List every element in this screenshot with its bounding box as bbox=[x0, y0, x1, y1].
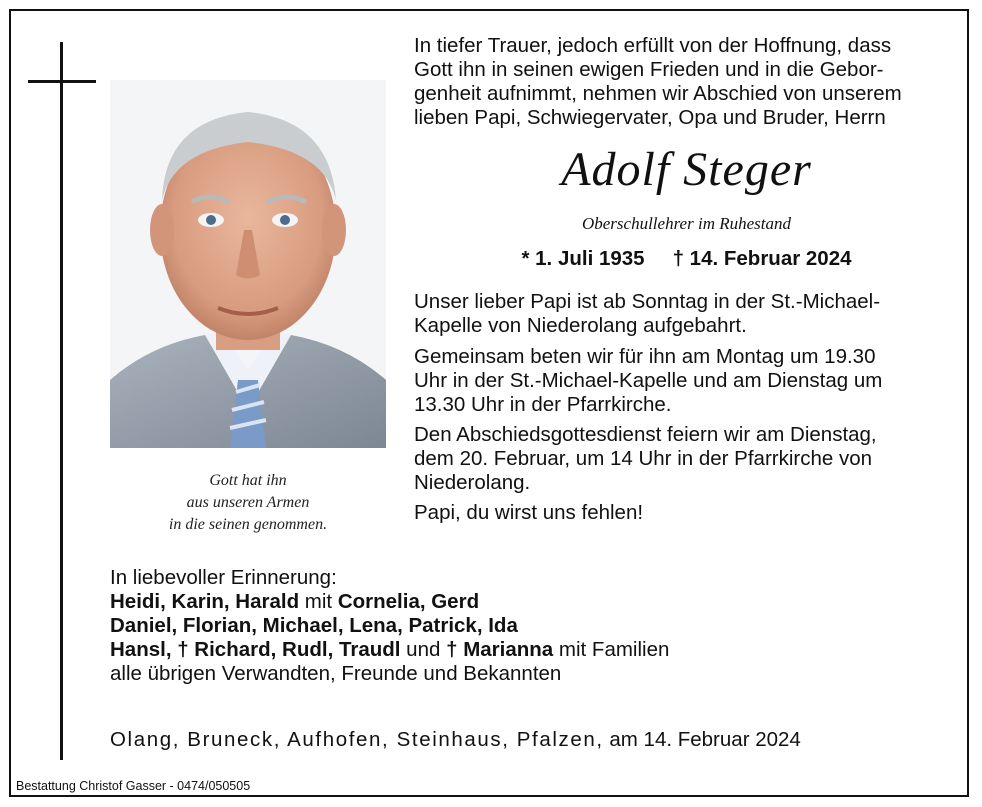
paragraph-line: Kapelle von Niederolang aufgebahrt. bbox=[414, 314, 747, 337]
paragraph-line: Den Abschiedsgottesdienst feiern wir am Dienstag, bbox=[414, 423, 877, 446]
intro-line: Gott ihn in seinen ewigen Frieden und in die Gebor- bbox=[414, 58, 884, 81]
intro-line: In tiefer Trauer, jedoch erfüllt von der Hoffnung, dass bbox=[414, 34, 892, 57]
paragraph-viewing bbox=[414, 290, 959, 338]
place-and-date bbox=[110, 727, 930, 753]
cross-icon-vertical bbox=[60, 42, 63, 760]
birth-date: * 1. Juli 1935 bbox=[521, 247, 645, 270]
notice-date: am 14. Februar 2024 bbox=[603, 728, 801, 751]
places: Olang, Bruneck, Aufhofen, Steinhaus, Pfalzen, bbox=[110, 728, 604, 751]
paragraph-line: Papi, du wirst uns fehlen! bbox=[414, 501, 644, 524]
cross-icon-horizontal bbox=[28, 80, 96, 83]
quote-line: Gott hat ihn bbox=[209, 472, 287, 489]
family-line-3: Hansl, † Richard, Rudl, Traudl und † Marianna mit Familien bbox=[110, 638, 670, 661]
deceased-title: Oberschullehrer im Ruhestand bbox=[581, 214, 791, 233]
portrait-photo bbox=[110, 80, 386, 448]
family-line-1: Heidi, Karin, Harald mit Cornelia, Gerd bbox=[110, 590, 480, 613]
family-list bbox=[110, 566, 870, 686]
paragraph-line: dem 20. Februar, um 14 Uhr in der Pfarrkirche von bbox=[414, 447, 873, 470]
paragraph-line: Unser lieber Papi ist ab Sonntag in der St.-Michael- bbox=[414, 290, 881, 313]
deceased-name: Adolf Steger bbox=[561, 143, 812, 196]
funeral-home-footer: Bestattung Christof Gasser - 0474/050505 bbox=[16, 779, 251, 793]
intro-line: lieben Papi, Schwiegervater, Opa und Bruder, Herrn bbox=[414, 106, 886, 129]
paragraph-line: Uhr in der St.-Michael-Kapelle und am Dienstag um bbox=[414, 369, 883, 392]
paragraph-farewell bbox=[414, 501, 959, 525]
death-date: † 14. Februar 2024 bbox=[672, 247, 852, 270]
memorial-quote bbox=[130, 470, 366, 536]
family-heading: In liebevoller Erinnerung: bbox=[110, 566, 337, 589]
paragraph-funeral bbox=[414, 423, 959, 495]
paragraph-line: Niederolang. bbox=[414, 471, 531, 494]
life-dates bbox=[414, 246, 959, 272]
paragraph-line: Gemeinsam beten wir für ihn am Montag um 19.30 bbox=[414, 345, 876, 368]
intro-text bbox=[414, 34, 959, 130]
family-line-4: alle übrigen Verwandten, Freunde und Bekannten bbox=[110, 662, 562, 685]
paragraph-prayer bbox=[414, 345, 959, 417]
paragraph-line: 13.30 Uhr in der Pfarrkirche. bbox=[414, 393, 672, 416]
family-line-2: Daniel, Florian, Michael, Lena, Patrick, Ida bbox=[110, 614, 518, 637]
quote-line: aus unseren Armen bbox=[186, 494, 310, 511]
intro-line: genheit aufnimmt, nehmen wir Abschied von unserem bbox=[414, 82, 902, 105]
quote-line: in die seinen genommen. bbox=[168, 516, 328, 533]
